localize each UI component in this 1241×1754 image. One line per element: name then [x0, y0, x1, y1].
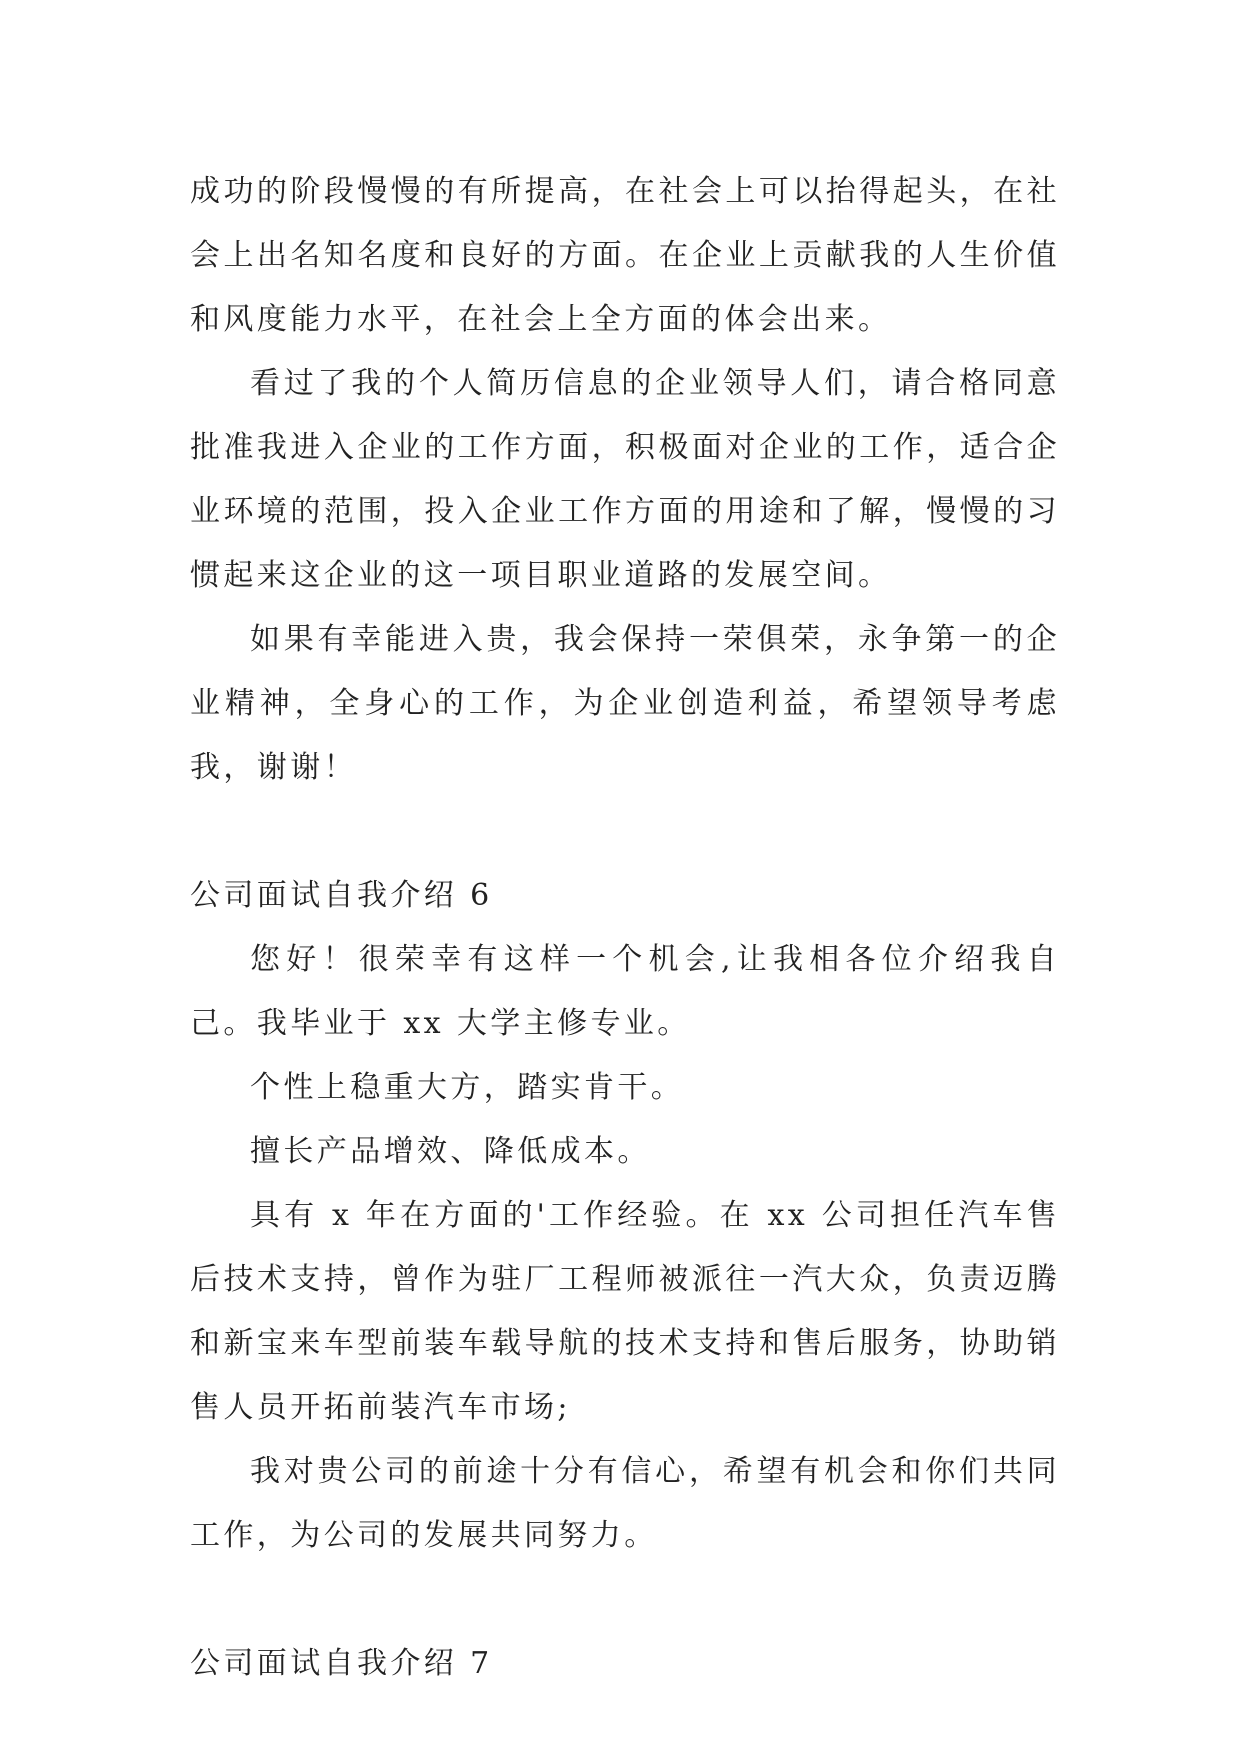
paragraph-experience: 具有 x 年在方面的'工作经验。在 xx 公司担任汽车售后技术支持，曾作为驻厂工程师被派往一汽大众，负责迈腾和新宝来车型前装车载导航的技术支持和售后服务，协助销售人员开拓前装汽车市场;: [190, 1198, 1060, 1425]
paragraph-personality: 个性上稳重大方，踏实肯干。: [250, 1070, 685, 1105]
section-heading-7: 公司面试自我介绍 7: [190, 1646, 493, 1681]
section-spacer: [190, 1568, 1060, 1632]
section-heading-6: 公司面试自我介绍 6: [190, 878, 493, 913]
paragraph-confidence: 我对贵公司的前途十分有信心，希望有机会和你们共同工作，为公司的发展共同努力。: [190, 1454, 1060, 1553]
paragraph-greeting: 您好！很荣幸有这样一个机会,让我相各位介绍我自己。我毕业于 xx 大学主修专业。: [190, 942, 1060, 1041]
paragraph-approval-request: 看过了我的个人简历信息的企业领导人们，请合格同意批准我进入企业的工作方面，积极面对企业的工作，适合企业环境的范围，投入企业工作方面的用途和了解，慢慢的习惯起来这企业的这一项目职业道路的发展空间。: [190, 366, 1060, 593]
paragraph-continued: 成功的阶段慢慢的有所提高，在社会上可以抬得起头，在社会上出名知名度和良好的方面。在企业上贡献我的人生价值和风度能力水平，在社会上全方面的体会出来。: [190, 174, 1060, 337]
paragraph-closing-thanks: 如果有幸能进入贵，我会保持一荣俱荣，永争第一的企业精神，全身心的工作，为企业创造利益，希望领导考虑我，谢谢！: [190, 622, 1060, 785]
section-spacer: [190, 800, 1060, 864]
paragraph-skills: 擅长产品增效、降低成本。: [250, 1134, 651, 1169]
document-body: [190, 160, 1060, 1696]
